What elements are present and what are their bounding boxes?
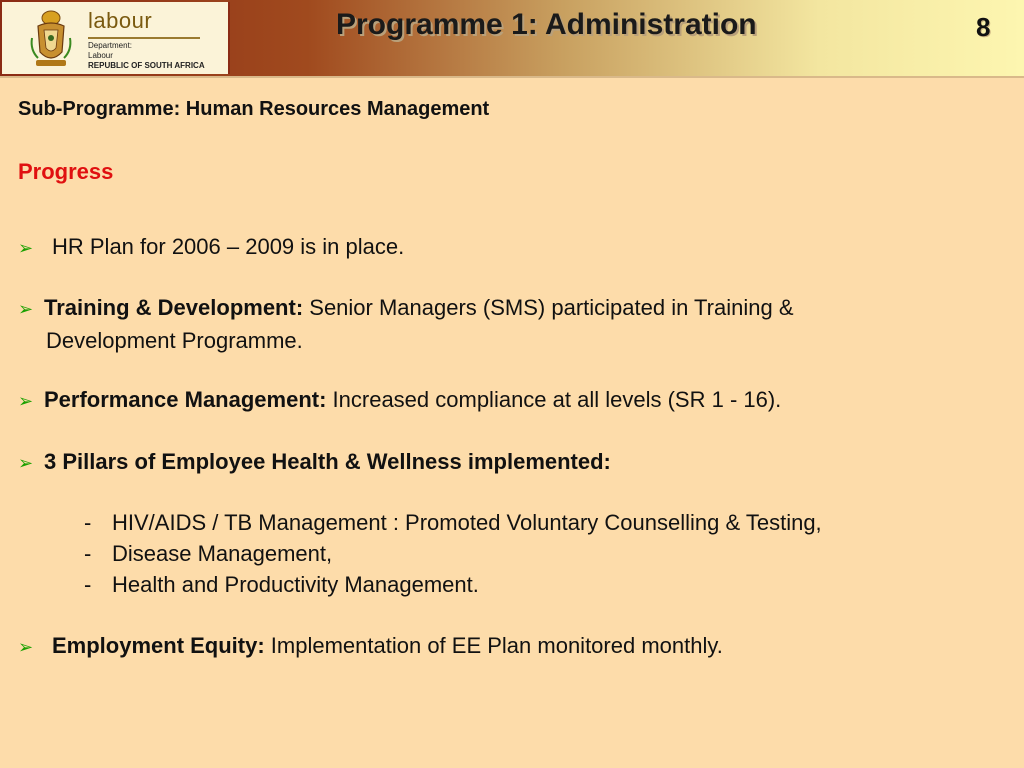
arrow-bullet-icon: ➢ — [18, 637, 34, 657]
sub-item-disease-management — [84, 538, 332, 569]
coat-of-arms-icon — [28, 8, 74, 70]
arrow-bullet-icon: ➢ — [18, 391, 34, 411]
arrow-bullet-icon: ➢ — [18, 299, 34, 319]
logo-dept-line2: Labour — [88, 51, 113, 60]
sub-item-text: Disease Management, — [112, 541, 333, 566]
progress-heading: Progress — [18, 159, 114, 184]
bullet-text: Increased compliance at all levels (SR 1 - 16). — [326, 387, 782, 412]
sub-item-productivity — [84, 569, 479, 600]
subprogramme-heading: Sub-Programme: Human Resources Management — [18, 98, 490, 120]
department-logo — [2, 2, 230, 74]
bullet-bold-label: Employment Equity: — [52, 633, 265, 658]
bullet-bold-label: Training & Development: — [44, 295, 304, 320]
dash-marker: - — [84, 572, 92, 597]
logo-divider — [88, 37, 200, 39]
sub-item-text: Health and Productivity Management. — [112, 572, 479, 597]
bullet-employment-equity — [18, 630, 723, 663]
bullet-text-continued: Development Programme. — [46, 328, 303, 353]
bullet-text: HR Plan for 2006 – 2009 is in place. — [52, 234, 405, 259]
logo-department-text — [88, 41, 205, 71]
sub-item-text: HIV/AIDS / TB Management : Promoted Voluntary Counselling & Testing, — [112, 510, 822, 535]
arrow-bullet-icon: ➢ — [18, 453, 34, 473]
sub-item-hiv-aids — [84, 507, 822, 538]
dash-marker: - — [84, 510, 92, 535]
bullet-bold-label: 3 Pillars of Employee Health & Wellness implemented: — [44, 449, 611, 474]
bullet-performance-management — [18, 384, 781, 417]
bullet-training-development — [18, 292, 794, 356]
logo-dept-line3: REPUBLIC OF SOUTH AFRICA — [88, 61, 205, 70]
arrow-bullet-icon: ➢ — [18, 238, 34, 258]
bullet-health-wellness — [18, 446, 611, 479]
logo-wordmark: labour — [88, 8, 153, 33]
slide-header — [0, 0, 1024, 78]
bullet-bold-label: Performance Management: — [44, 387, 327, 412]
bullet-text: Implementation of EE Plan monitored monthly. — [264, 633, 723, 658]
slide-number: 8 — [976, 12, 991, 42]
dash-marker: - — [84, 541, 92, 566]
slide-title: Programme 1: Administration — [336, 8, 757, 41]
logo-dept-line1: Department: — [88, 41, 133, 50]
bullet-text: Senior Managers (SMS) participated in Training & — [303, 295, 794, 320]
bullet-hr-plan — [18, 231, 404, 264]
